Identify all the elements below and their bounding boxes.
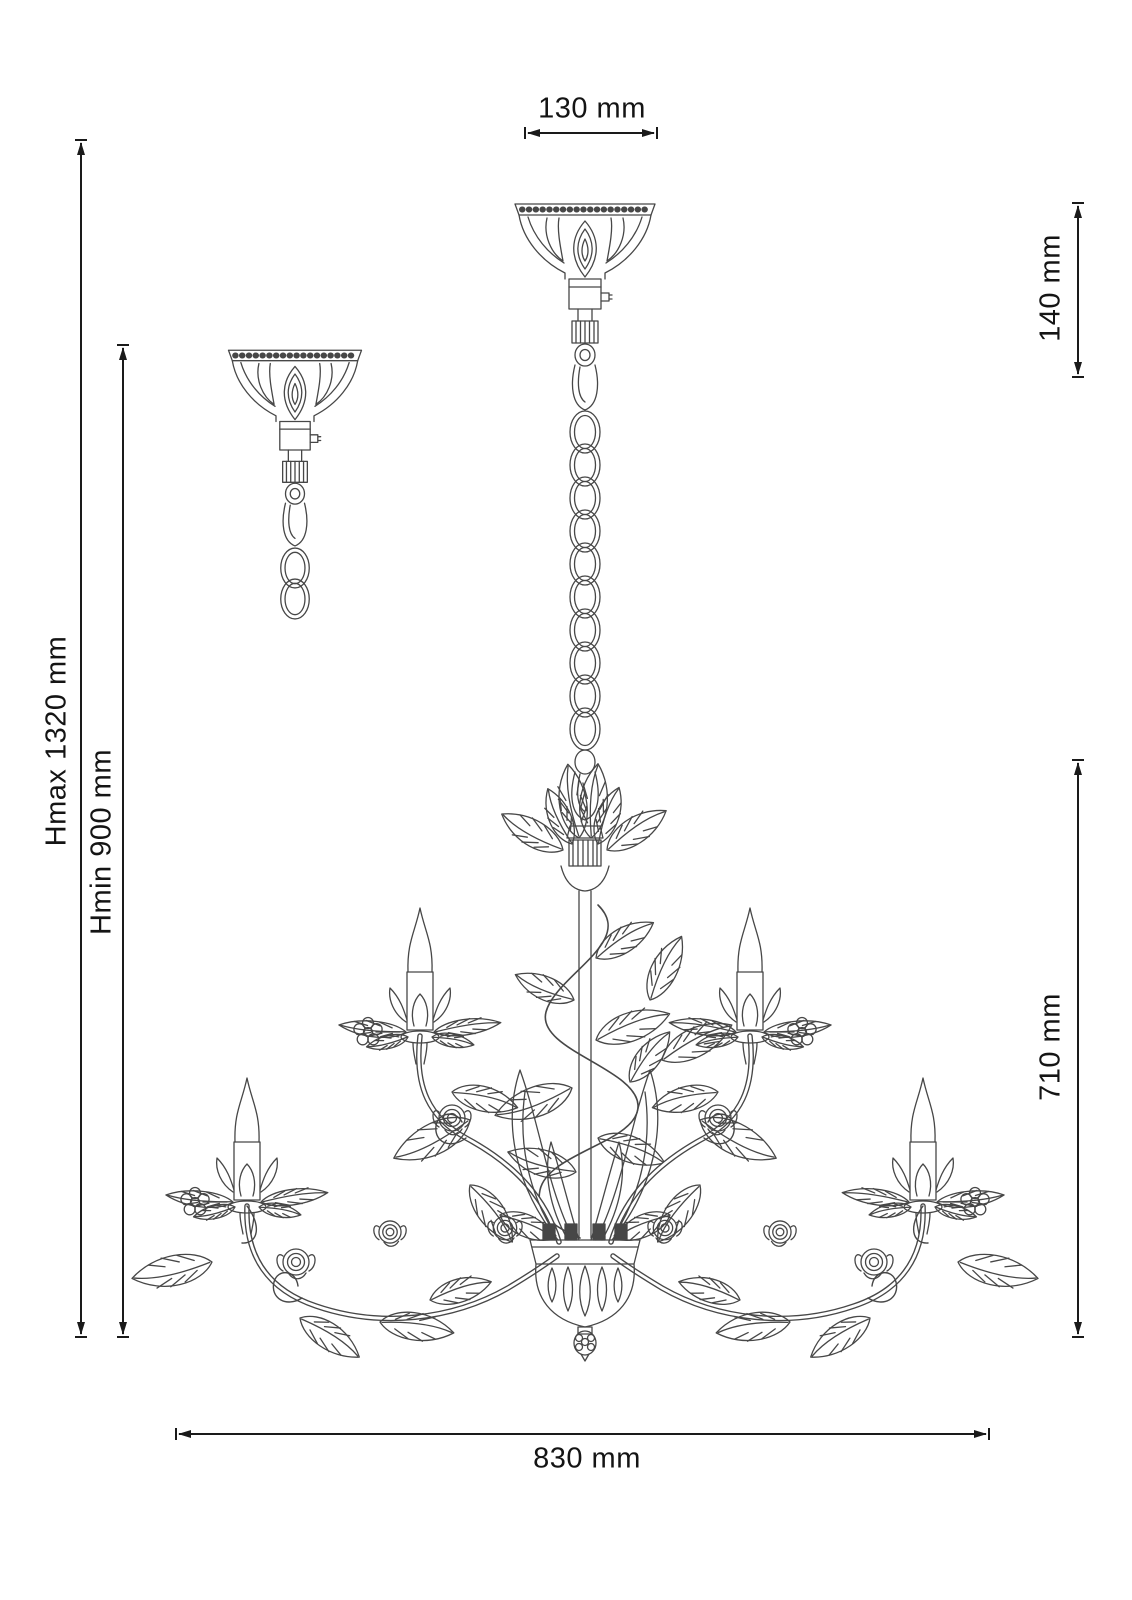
dim-label-total-width: 830 mm bbox=[533, 1442, 641, 1475]
dim-line-hmax bbox=[75, 140, 87, 1337]
dim-label-hmin: Hmin 900 mm bbox=[85, 749, 118, 935]
dim-label-body-height: 710 mm bbox=[1034, 993, 1067, 1101]
dim-line-body-height bbox=[1072, 760, 1084, 1337]
dim-line-total-width bbox=[176, 1428, 989, 1440]
dim-label-hang-height: 140 mm bbox=[1034, 234, 1067, 342]
dim-line-hang-height bbox=[1072, 203, 1084, 377]
dim-line-hmin bbox=[117, 345, 129, 1337]
dim-line-canopy-width bbox=[525, 127, 657, 139]
dim-label-hmax: Hmax 1320 mm bbox=[40, 635, 73, 847]
dim-label-canopy-width: 130 mm bbox=[538, 92, 646, 125]
